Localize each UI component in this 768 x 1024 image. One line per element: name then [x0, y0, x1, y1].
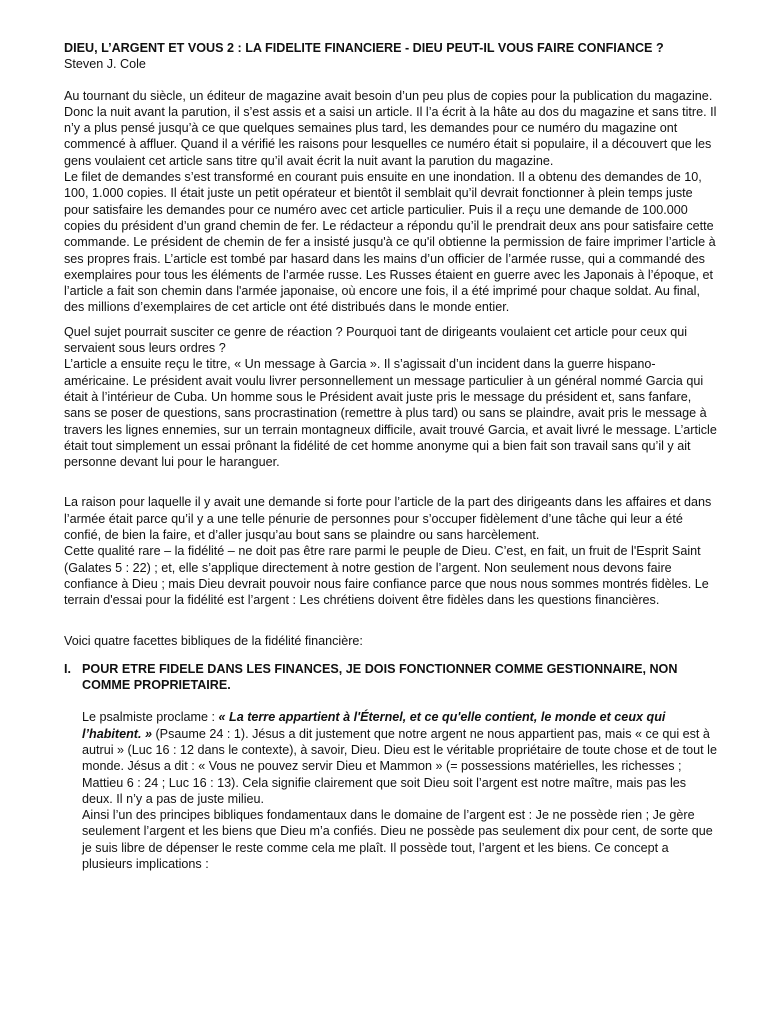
- paragraph: Au tournant du siècle, un éditeur de magazine avait besoin d’un peu plus de copies pour la publication du magazine. Donc la nuit avant la parution, il s’est assis et a saisi un article. Il l’a écrit à la hâte au dos du magazine et sans titre. Il n’y a plus pensé jusqu’à ce que quelques semaines plus tard, les demandes pour ce numéro du magazine ont commencé à affluer. Quand il a vérifié les raisons pour lesquelles ce numéro était si populaire, il a découvert que les gens voulaient cet article sans titre qu’il avait écrit la nuit avant la parution du magazine.: [64, 88, 717, 168]
- paragraph: Le filet de demandes s’est transformé en courant puis ensuite en une inondation. Il a obtenu des demandes de 10, 100, 1.000 copies. Il était juste un petit opérateur et bientôt il semblait qu’il devrait fonctionner à plein temps juste pour satisfaire les demandes pour ce numéro avec cet article particulier. Puis il a reçu une demande de 100.000 copies du président d’un grand chemin de fer. Le rédacteur a répondu qu’il le prendrait deux ans pour satisfaire cette commande. Le président de chemin de fer a insisté jusqu'à ce qu'il obtienne la permission de faire imprimer l’article à ses propres frais. L’article est tombé par hasard dans les mains d’un officier de l’armée russe, qui a commandé des exemplaires pour tous les éléments de l’armée russe. Les Russes étaient en guerre avec les Japonais à l’époque, et l’article a fait son chemin dans l'armée japonaise, où encore une fois, il a été imprimé pour chaque soldat. Au final, des millions d’exemplaires de cet article ont été distribués dans le monde entier.: [64, 170, 716, 315]
- list-intro: Voici quatre facettes bibliques de la fidélité financière:: [64, 633, 363, 648]
- paragraph-block-2: [64, 324, 720, 471]
- document-author: Steven J. Cole: [64, 57, 146, 72]
- spacer: [64, 478, 720, 494]
- paragraph: La raison pour laquelle il y avait une demande si forte pour l’article de la part des dirigeants dans les affaires et dans l’armée était parce qu’il y a une telle pénurie de personnes pour s’occuper fidèlement d’une tâche qui leur a été confié, de bien la faire, et d’aller jusqu’au bout sans se plaindre ou sans harcèlement.: [64, 495, 712, 543]
- document-title: DIEU, L’ARGENT ET VOUS 2 : LA FIDELITE FINANCIERE - DIEU PEUT-IL VOUS FAIRE CONFIANCE ?: [64, 41, 664, 55]
- section-heading-text: POUR ETRE FIDELE DANS LES FINANCES, JE DOIS FONCTIONNER COMME GESTIONNAIRE, NON COMME PROPRIETAIRE.: [82, 661, 678, 693]
- section-1: [64, 661, 720, 873]
- paragraph: Ainsi l’un des principes bibliques fondamentaux dans le domaine de l’argent est : Je ne possède rien ; Je gère seulement l’argent et les biens que Dieu m’a confiés. Dieu ne possède pas seulement dix pour cent, de sorte que je suis libre de dépenser le reste comme cela me plaît. Il possède tout, l’argent et les biens. Ce concept a plusieurs implications :: [82, 808, 713, 872]
- paragraph: Quel sujet pourrait susciter ce genre de réaction ? Pourquoi tant de dirigeants voulaient cet article pour ceux qui servaient sous leurs ordres ?: [64, 324, 688, 356]
- scripture-quote: « La terre appartient à l'Éternel, et ce qu'elle contient, le monde et ceux qui l’habitent. »: [82, 710, 666, 741]
- lead-text: Le psalmiste proclame :: [82, 710, 219, 725]
- paragraph-block-3: [64, 494, 720, 608]
- section-body: [82, 709, 720, 872]
- paragraph: Cette qualité rare – la fidélité – ne doit pas être rare parmi le peuple de Dieu. C’est, en fait, un fruit de l'Esprit Saint (Galates 5 : 22) ; et, elle s’applique directement à notre gestion de l’argent. Non seulement nous devons faire confiance à Dieu ; mais Dieu devrait pouvoir nous faire confiance parce que nous nous sommes montrés fidèles. Le terrain d'essai pour la fidélité est l’argent : Les chrétiens doivent être fidèles dans les questions financières.: [64, 544, 709, 608]
- paragraph-block-1: [64, 88, 720, 316]
- paragraph: L’article a ensuite reçu le titre, « Un message à Garcia ». Il s’agissait d’un incident dans la guerre hispano-américaine. Le président avait voulu livrer personnellement un message particulier à un général nommé Garcia qui était à l’intérieur de Cuba. Un homme sous le Président avait juste pris le message du président et, sans fanfare, sans se poser de questions, sans procrastination (remettre à plus tard) ou sans se plaindre, avait pris le message à travers les lignes ennemies, sur un terrain montagneux difficile, avait trouvé Garcia, et avait livré le message. L’article était tout simplement un essai prônant la fidélité de cet homme anonyme qui a bien fait son travail sans qu’il y ait personne devant lui pour le haranguer.: [64, 357, 717, 470]
- paragraph: [82, 709, 720, 807]
- spacer: [64, 617, 720, 633]
- paragraph-text: (Psaume 24 : 1). Jésus a dit justement que notre argent ne nous appartient pas, mais « ce qui est à autrui » (Luc 16 : 12 dans le contexte), à savoir, Dieu. Dieu est le véritable propriétaire de toute chose et de tout le monde. Jésus a dit : « Vous ne pouvez servir Dieu et Mammon » (= possessions matérielles, les richesses ; Mattieu 6 : 24 ; Luc 16 : 13). Cela signifie clairement que soit Dieu soit l’argent est notre maître, mais pas les deux. Il n’y a pas de juste milieu.: [82, 726, 717, 806]
- section-heading: [64, 661, 720, 694]
- section-number: I.: [64, 661, 71, 676]
